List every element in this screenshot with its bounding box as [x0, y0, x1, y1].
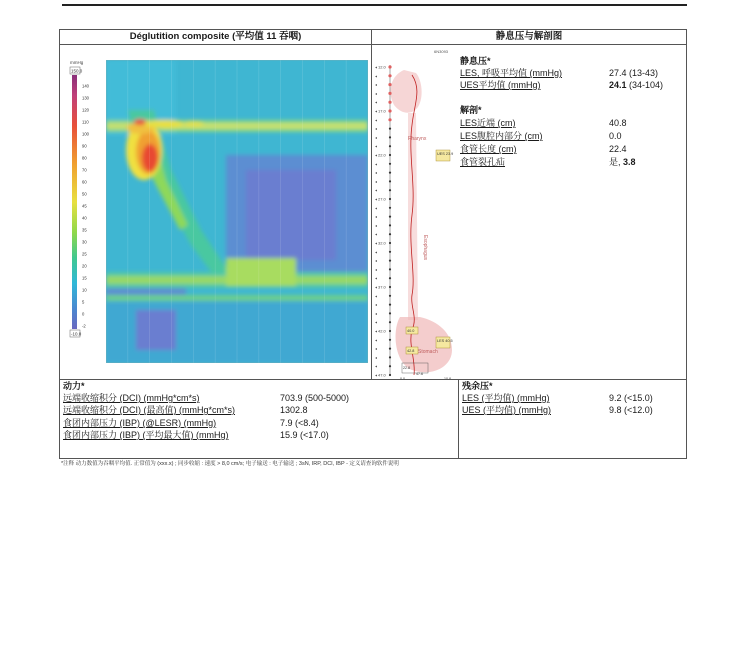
- sensor-dot: [389, 172, 391, 174]
- sensor-arrow: ◂: [375, 126, 378, 132]
- anatomy-code: 6N3093: [434, 49, 449, 54]
- sensor-dot: [389, 286, 391, 288]
- sensor-arrow: ◂: [375, 354, 378, 360]
- sensor-arrow: ◂: [375, 108, 378, 114]
- sensor-dot: [388, 83, 391, 86]
- sensor-arrow: ◂: [375, 90, 378, 96]
- sensor-dot: [388, 92, 391, 95]
- colorbar-bottom-value: -10.0: [71, 331, 82, 337]
- sensor-dot: [389, 312, 391, 314]
- sensor-arrow: ◂: [375, 117, 378, 123]
- pharynx-label: Pharynx: [408, 136, 427, 142]
- ibp-max-label: 食团内部压力 (IBP) (平均最大值) (mmHg): [63, 430, 229, 440]
- sensor-dot: [388, 118, 391, 121]
- sensor-dot: [389, 268, 391, 270]
- colorbar-tick: 50: [82, 191, 87, 197]
- les-resp-mean-label: LES, 呼吸平均值 (mmHg): [460, 68, 563, 78]
- residual-title: 残余压*: [462, 381, 493, 391]
- resting-anatomy-header: 静息压与解剖图: [372, 30, 686, 45]
- les-proximal-label: LES近端 (cm): [460, 118, 516, 128]
- sensor-dot: [389, 136, 391, 138]
- hiatal-hernia-label: 食管裂孔疝: [460, 157, 506, 167]
- depth-box-40: 40.0: [407, 329, 415, 333]
- sensor-dot: [389, 321, 391, 323]
- ibp-max-value: 15.9 (<17.0): [280, 430, 329, 440]
- colorbar-tick: 10: [82, 287, 87, 293]
- sensor-dot: [389, 260, 391, 262]
- colorbar-tick: 120: [82, 107, 89, 113]
- sensor-dot: [389, 154, 391, 156]
- sensor-dot: [389, 145, 391, 147]
- pressure-colorbar: [68, 56, 102, 346]
- sensor-arrow: ◂: [375, 231, 378, 237]
- sensor-dot: [389, 277, 391, 279]
- les-marker: LES 40.5: [437, 339, 453, 343]
- les-resp-mean-value: 27.4 (13-43): [609, 68, 659, 78]
- hiatal-hernia-value: 是, 3.8: [609, 157, 636, 167]
- sensor-arrow: ◂: [375, 275, 378, 281]
- sensor-arrow: ◂: [375, 64, 378, 70]
- sensor-arrow: ◂: [375, 346, 378, 352]
- depth-label: 32.0: [378, 240, 386, 246]
- sensor-dot: [389, 233, 391, 235]
- sensor-arrow: ◂: [375, 328, 378, 334]
- colorbar-tick: 35: [82, 227, 87, 233]
- colorbar-tick: 25: [82, 251, 87, 257]
- colorbar-tick: 110: [82, 119, 89, 125]
- depth-box-428: 42.8: [407, 349, 415, 353]
- depth-label: 42.0: [378, 328, 386, 334]
- sensor-dot: [389, 180, 391, 182]
- dynamics-title: 动力*: [63, 381, 85, 391]
- colorbar-tick: 60: [82, 179, 87, 185]
- composite-header: Déglutition composite (平均值 11 吞咽): [60, 30, 372, 45]
- sensor-arrow: ◂: [375, 73, 378, 79]
- colorbar-gradient: [72, 75, 77, 329]
- sensor-dot: [388, 74, 391, 77]
- sensor-dot: [388, 65, 391, 68]
- ibp-lesr-value: 7.9 (<8.4): [280, 418, 319, 428]
- colorbar-tick: 100: [82, 131, 89, 137]
- sensor-dot: [389, 339, 391, 341]
- colorbar-tick: 45: [82, 203, 87, 209]
- sensor-arrow: ◂: [375, 134, 378, 140]
- sensor-dot: [389, 189, 391, 191]
- sensor-arrow: ◂: [375, 337, 378, 343]
- sensor-dot: [389, 216, 391, 218]
- dci-value: 703.9 (500-5000): [280, 393, 350, 403]
- esophagus-length-value: 22.4: [609, 144, 627, 154]
- depth-label: 37.0: [378, 284, 386, 290]
- sensor-dot: [388, 101, 391, 104]
- depth-label: 22.0: [378, 152, 386, 158]
- top-rule: [62, 4, 687, 6]
- colorbar-tick: 90: [82, 143, 87, 149]
- anatomy-diagram: [372, 45, 462, 379]
- stomach-label: Stomach: [418, 349, 438, 355]
- sensor-arrow: ◂: [375, 266, 378, 272]
- les-residual-value: 9.2 (<15.0): [609, 393, 653, 403]
- sensor-dot: [389, 224, 391, 226]
- colorbar-tick: 30: [82, 239, 87, 245]
- colorbar-tick: 80: [82, 155, 87, 161]
- ues-marker: UES 23.9: [437, 152, 454, 156]
- colorbar-tick: 5: [82, 299, 85, 305]
- sensor-arrow: ◂: [375, 310, 378, 316]
- sensor-arrow: ◂: [375, 319, 378, 325]
- dci-max-value: 1302.8: [280, 405, 308, 415]
- sensor-dot: [389, 128, 391, 130]
- les-abdominal-label: LES腹腔内部分 (cm): [460, 131, 543, 141]
- pressure-topography-heatmap: [106, 60, 368, 363]
- esophagus-length-label: 食管长度 (cm): [460, 144, 517, 154]
- sensor-dot: [389, 198, 391, 200]
- depth-label: 17.0: [378, 108, 386, 114]
- sensor-arrow: ◂: [375, 170, 378, 176]
- anatomy-title: 解剖*: [460, 105, 482, 115]
- les-proximal-value: 40.8: [609, 118, 627, 128]
- bottom-column-divider: [458, 379, 459, 458]
- sensor-arrow: ◂: [375, 214, 378, 220]
- colorbar-tick: -2: [82, 323, 86, 329]
- row-divider: [60, 379, 686, 380]
- sensor-arrow: ◂: [375, 178, 378, 184]
- sensor-dot: [389, 304, 391, 306]
- esophagus-label: Esophagus: [422, 235, 428, 261]
- sensor-arrow: ◂: [375, 363, 378, 369]
- sensor-arrow: ◂: [375, 187, 378, 193]
- sensor-arrow: ◂: [375, 205, 378, 211]
- colorbar-unit: mmHg: [70, 60, 84, 65]
- sensor-dot: [389, 356, 391, 358]
- sensor-dot: [389, 251, 391, 253]
- sensor-arrow: ◂: [375, 143, 378, 149]
- sensor-arrow: ◂: [375, 99, 378, 105]
- depth-label: 27.0: [378, 196, 386, 202]
- colorbar-tick: 20: [82, 263, 87, 269]
- dci-max-label: 远端收缩积分 (DCI) (最高值) (mmHg*cm*s): [63, 405, 235, 415]
- sensor-dot: [389, 207, 391, 209]
- sensor-arrow: ◂: [375, 372, 378, 378]
- depth-label: 12.0: [378, 64, 386, 70]
- depth-label: 47.0: [378, 372, 386, 378]
- dci-label: 远端收缩积分 (DCI) (mmHg*cm*s): [63, 393, 200, 403]
- sensor-dot: [389, 348, 391, 350]
- colorbar-tick: 130: [82, 95, 89, 101]
- sensor-arrow: ◂: [375, 240, 378, 246]
- ues-residual-value: 9.8 (<12.0): [609, 405, 653, 415]
- sensor-dot: [389, 330, 391, 332]
- sensor-arrow: ◂: [375, 152, 378, 158]
- sensor-arrow: ◂: [375, 293, 378, 299]
- sensor-arrow: ◂: [375, 284, 378, 290]
- sensor-arrow: ◂: [375, 258, 378, 264]
- sensor-arrow: ◂: [375, 249, 378, 255]
- sensor-arrow: ◂: [375, 302, 378, 308]
- colorbar-tick: 40: [82, 215, 87, 221]
- colorbar-tick: 140: [82, 83, 89, 89]
- sensor-dot: [389, 295, 391, 297]
- bottom-label-1: 22.8: [403, 366, 410, 370]
- sensor-dot: [389, 163, 391, 165]
- colorbar-tick: 70: [82, 167, 87, 173]
- resting-title: 静息压*: [460, 56, 491, 66]
- sensor-dot: [389, 374, 391, 376]
- report-frame: [59, 29, 687, 459]
- colorbar-tick: 15: [82, 275, 87, 281]
- sensor-dot: [389, 242, 391, 244]
- bottom-label-3: 0.0: [400, 377, 405, 379]
- bottom-label-4: 10.8: [444, 377, 451, 379]
- footnote: *注释 动力数值为吞咽平均值. 正常值为 (xxx.x) ; 同步收缩 : 速度 > 8,0 cm/s; 电子输送 : 电子输送 ; 3sN, IRP, DCI, IBP - 定义请查询软件说明: [61, 461, 399, 467]
- sensor-arrow: ◂: [375, 196, 378, 202]
- sensor-arrow: ◂: [375, 222, 378, 228]
- ues-mean-value: 24.1 (34-104): [609, 80, 664, 90]
- colorbar-tick: 0: [82, 311, 85, 317]
- bottom-label-2: 47.6: [416, 372, 423, 376]
- sensor-dot: [388, 109, 391, 112]
- ues-mean-label: UES平均值 (mmHg): [460, 80, 541, 90]
- les-residual-label: LES (平均值) (mmHg): [462, 393, 550, 403]
- ues-residual-label: UES (平均值) (mmHg): [462, 405, 551, 415]
- sensor-arrow: ◂: [375, 161, 378, 167]
- ibp-lesr-label: 食团内部压力 (IBP) (@LESR) (mmHg): [63, 418, 217, 428]
- sensor-arrow: ◂: [375, 82, 378, 88]
- les-abdominal-value: 0.0: [609, 131, 622, 141]
- colorbar-top-value: 150.0: [71, 68, 83, 74]
- sensor-dot: [389, 365, 391, 367]
